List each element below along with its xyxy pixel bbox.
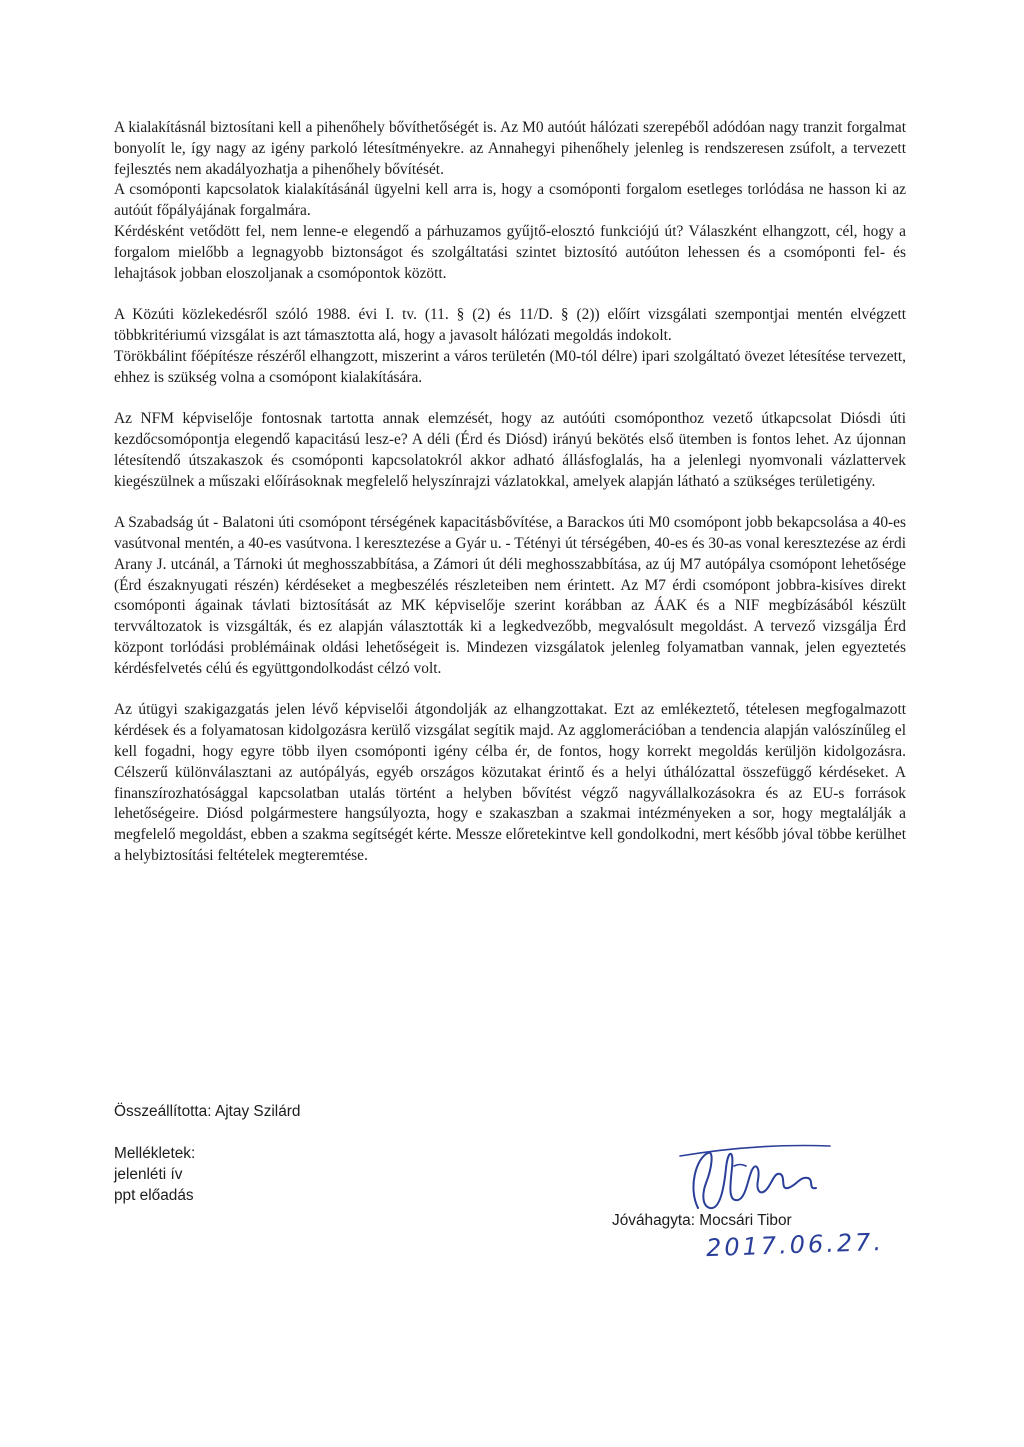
paragraph-rest-area: A kialakításnál biztosítani kell a pihenőhely bővíthetőségét is. Az M0 autóút hálózati szerepéből adódóan nagy tranzit forgalmat bonyolít le, így nagy az igény parkoló létesítményekre. az Annahegyi pihenőhely jelenleg is rendszeresen zsúfolt, a tervezett fejlesztés nem akadályozhatja a pihenőhely bővítését. xyxy=(114,119,906,178)
attachments-title: Mellékletek: xyxy=(114,1145,196,1162)
handwritten-date: 2017.06.27. xyxy=(705,1227,885,1263)
paragraph-nfm: Az NFM képviselője fontosnak tartotta annak elemzését, hogy az autóúti csomóponthoz vezető útkapcsolat Diósdi úti kezdőcsomópontja elegendő kapacitású lesz-e? A déli (Érd és Diósd) irányú bekötés első ütemben is fontos lehet. Az újonnan létesítendő útszakaszok és csomóponti kapcsolatokról akkor adható állásfoglalás, ha a jelenlegi nyomvonali vázlattervek kiegészülnek a műszaki előírásoknak megfelelő helyszínrajzi vázlatokkal, amelyek alapján látható a szükséges területigény. xyxy=(114,410,906,490)
attachment-item: jelenléti ív xyxy=(114,1166,183,1183)
paragraph-torokbalint: Törökbálint főépítésze részéről elhangzott, miszerint a város területén (M0-tól délre) ipari szolgáltató övezet létesítése tervezett, ehhez is szükség volna a csomópont kialakítására. xyxy=(114,347,906,386)
memo-footer xyxy=(114,1101,300,1206)
attachment-item: ppt előadás xyxy=(114,1187,194,1204)
compiled-by: Összeállította: Ajtay Szilárd xyxy=(114,1103,301,1120)
paragraph-question-collector-road: Kérdésként vetődött fel, nem lenne-e elegendő a párhuzamos gyűjtő-elosztó funkciójú út? Válaszként elhangzott, cél, hogy a forgalom mielőbb a legnagyobb biztonságot és szolgáltatási szintet biztosító autóúton lehessen és a csomóponti fel- és lehajtások jobban eloszoljanak a csomópontok között. xyxy=(114,222,906,282)
memo-body xyxy=(114,118,906,867)
paragraph-szabadsag-ut: A Szabadság út - Balatoni úti csomópont térségének kapacitásbővítése, a Barackos úti M0 csomópont jobb bekapcsolása a 40-es vasútvonal mentén, a 40-es vasútvona. l keresztezése a Gyár u. - Tétényi út térségében, 40-es és 30-as vonal keresztezése az érdi Arany J. utcánál, a Tárnoki út meghosszabbítása, a Zámori út déli meghosszabbítása, az új M7 autópálya csomópont lehetősége (Érd északnyugati részén) kérdéseket a megbeszélés részleteiben nem érintett. Az M7 érdi csomópont jobbra-kisíves direkt csomóponti ágainak távlati biztosítását az MK képviselője szerint korábban az ÁAK és a NIF megbízásából készült tervváltozatok is vizsgálták, és ez alapján választották ki a legkedvezőbb, megvalósult megoldást. A tervező vizsgálja Érd központ torlódási problémáinak oldási lehetőségeit is. Mindezen vizsgálatok jelenleg folyamatban vannak, jelen egyeztetés kérdésfelvetés célú és együttgondolkodást célzó volt. xyxy=(114,514,906,677)
paragraph-junction-congestion: A csomóponti kapcsolatok kialakításánál ügyelni kell arra is, hogy a csomóponti forgalom esetleges torlódása ne hasson ki az autóút főpályájának forgalmára. xyxy=(114,181,906,220)
paragraph-conclusion: Az útügyi szakigazgatás jelen lévő képviselői átgondolják az elhangzottakat. Ezt az emlékeztető, tételesen megfogalmazott kérdések és a folyamatosan kidolgozásra kerülő vizsgálat segítik majd. Az agglomerációban a tendencia alapján valószínűleg el kell fogadni, hogy egyre több ilyen csomóponti igény célba ér, de fontos, hogy korrekt megoldás kerüljön kidolgozásra. Célszerű különválasztani az autópályás, egyéb országos közutakat érintő és a helyi úthálózattal összefüggő kérdéseket. A finanszírozhatósággal kapcsolatban utalás történt a helyben bővítést végző nagyvállalkozásokra és az EU-s források lehetőségeire. Diósd polgármestere hangsúlyozta, hogy e szakaszban a szakmai intézményeken a sor, hogy megtalálják a megfelelő megoldást, ebben a szakma segítségét kérte. Messze előretekintve kell gondolkodni, mert később jóval többe kerülhet a helybiztosítási feltételek megteremtése. xyxy=(114,701,906,864)
approved-by: Jóváhagyta: Mocsári Tibor xyxy=(612,1212,792,1229)
paragraph-traffic-law: A Közúti közlekedésről szóló 1988. évi I. tv. (11. § (2) és 11/D. § (2)) előírt vizsgálati szempontjai mentén elvégzett többkritériumú vizsgálat is azt támasztotta alá, hogy a javasolt hálózati megoldás indokolt. xyxy=(114,306,906,344)
